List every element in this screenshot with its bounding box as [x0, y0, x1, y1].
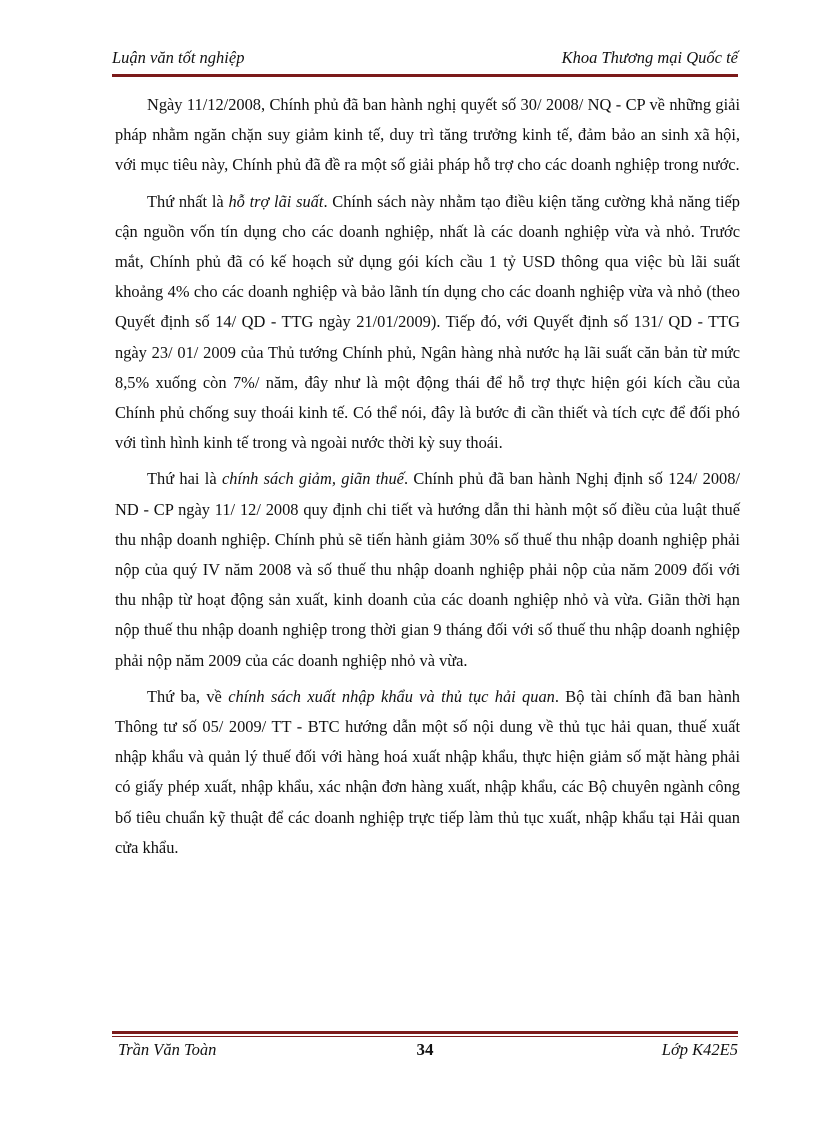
footer-class: Lớp K42E5 — [661, 1040, 738, 1059]
footer-rule-thin — [112, 1036, 738, 1037]
header-rule — [112, 74, 738, 77]
emphasis-term: chính sách xuất nhập khẩu và thủ tục hải quan — [228, 686, 555, 706]
paragraph-customs-policy: Thứ ba, về chính sách xuất nhập khẩu và thủ tục hải quan. Bộ tài chính đã ban hành Thông tư số 05/ 2009/ TT - BTC hướng dẫn một số nội dung về thủ tục hải quan, thuế xuất nhập khẩu và quản lý thuế đối với hàng hoá xuất nhập khẩu, thực hiện giảm số mặt hàng phải có giấy phép xuất, nhập khẩu, xác nhận đơn hàng xuất, nhập khẩu, các Bộ chuyên ngành công bố tiêu chuẩn kỹ thuật để các doanh nghiệp trực tiếp làm thủ tục xuất, nhập khẩu tại Hải quan cửa khẩu. — [115, 686, 740, 857]
paragraph-tax-policy: Thứ hai là chính sách giảm, giãn thuế. Chính phủ đã ban hành Nghị định số 124/ 2008/ ND - CP ngày 11/ 12/ 2008 quy định chi tiết và hướng dẫn thi hành một số điều của luật thuế thu nhập doanh nghiệp. Chính phủ sẽ tiến hành giảm 30% số thuế thu nhập doanh nghiệp phải nộp của quý IV năm 2008 và số thuế thu nhập doanh nghiệp phải nộp của năm 2009 đối với thu nhập từ hoạt động sản xuất, kinh doanh của các doanh nghiệp nhỏ và vừa. Giãn thời hạn nộp thuế thu nhập doanh nghiệp trong thời gian 9 tháng đối với số thuế thu nhập doanh nghiệp phải nộp năm 2009 của các doanh nghiệp nhỏ và vừa. — [115, 469, 740, 670]
paragraph-interest-support: Thứ nhất là hỗ trợ lãi suất. Chính sách này nhằm tạo điều kiện tăng cường khả năng tiếp cận nguồn vốn tín dụng cho các doanh nghiệp, nhất là các doanh nghiệp vừa và nhỏ. Trước mắt, Chính phủ đã có kế hoạch sử dụng gói kích cầu 1 tỷ USD thông qua việc bù lãi suất khoảng 4% cho các doanh nghiệp và bảo lãnh tín dụng cho các doanh nghiệp vừa và nhỏ (theo Quyết định số 14/ QD - TTG ngày 21/01/2009). Tiếp đó, với Quyết định số 131/ QD - TTG ngày 23/ 01/ 2009 của Thủ tướng Chính phủ, Ngân hàng nhà nước hạ lãi suất căn bản từ mức 8,5% xuống còn 7%/ năm, đây như là một động thái để hỗ trợ thực hiện gói kích cầu của Chính phủ chống suy thoái kinh tế. Có thể nói, đây là bước đi cần thiết và tích cực để đối phó với tình hình kinh tế trong và ngoài nước thời kỳ suy thoái. — [115, 191, 740, 453]
footer-author: Trần Văn Toàn — [118, 1040, 217, 1059]
emphasis-term: hỗ trợ lãi suất — [228, 191, 324, 211]
footer-rule-thick — [112, 1031, 738, 1034]
page-footer — [112, 1040, 738, 1064]
emphasis-term: chính sách giảm, giãn thuế — [221, 469, 404, 489]
header-thesis-label: Luận văn tốt nghiệp — [112, 48, 245, 67]
page-header — [112, 46, 738, 72]
page-number: 34 — [416, 1040, 434, 1059]
paragraph-intro: Ngày 11/12/2008, Chính phủ đã ban hành nghị quyết số 30/ 2008/ NQ - CP về những giải pháp nhằm ngăn chặn suy giảm kinh tế, duy trì tăng trưởng kinh tế, đảm bảo an sinh xã hội, với mục tiêu này, Chính phủ đã đề ra một số giải pháp hỗ trợ cho các doanh nghiệp trong nước. — [115, 95, 740, 175]
header-faculty-label: Khoa Thương mại Quốc tế — [561, 48, 738, 67]
document-body — [115, 90, 740, 869]
